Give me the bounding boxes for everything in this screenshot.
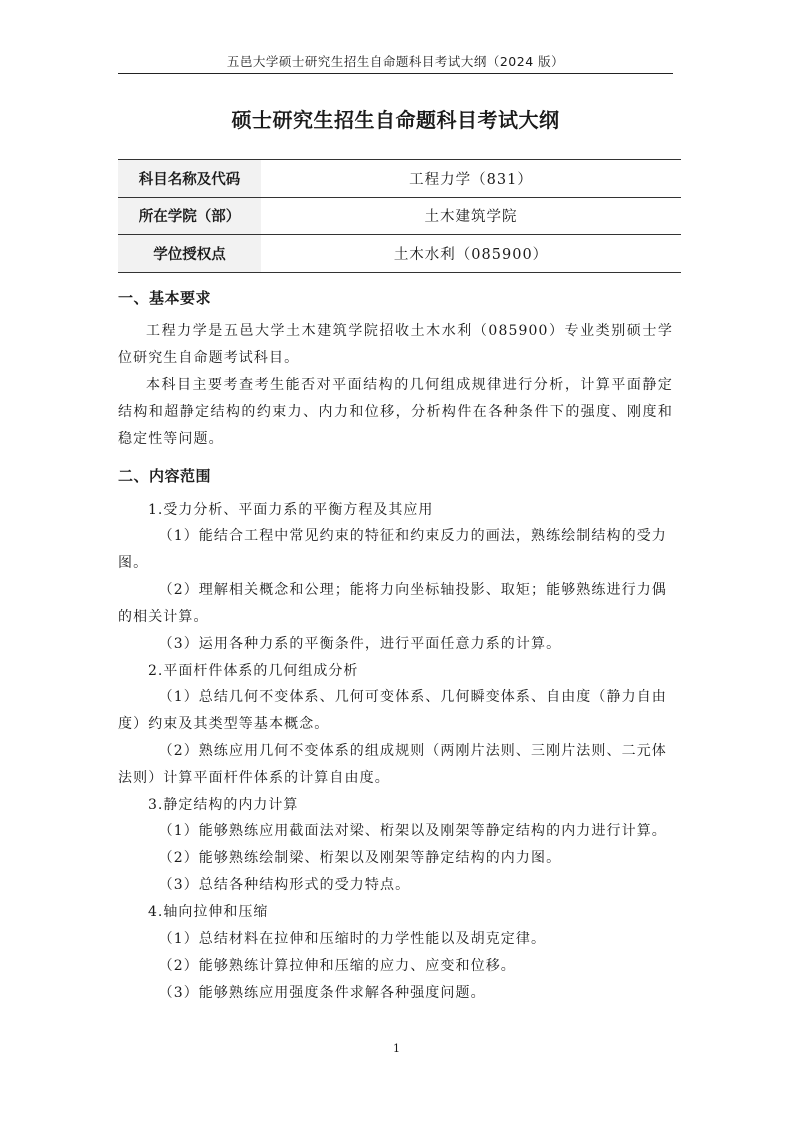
table-row — [118, 235, 681, 273]
paragraph: 本科目主要考查考生能否对平面结构的几何组成规律进行分析，计算平面静定结构和超静定结构的约束力、内力和位移，分析构件在各种条件下的强度、刚度和稳定性等问题。 — [118, 377, 673, 447]
table-row — [118, 197, 681, 235]
list-item: （1）能结合工程中常见约束的特征和约束反力的画法，熟练绘制结构的受力图。 — [118, 528, 667, 571]
running-header: 五邑大学硕士研究生招生自命题科目考试大纲（2024 版） — [226, 54, 565, 69]
page-number: 1 — [393, 1042, 400, 1055]
degree-point-label: 学位授权点 — [118, 235, 261, 273]
section-heading-basic-requirements: 一、基本要求 — [118, 289, 212, 307]
paragraph: 工程力学是五邑大学土木建筑学院招收土木水利（085900）专业类别硕士学位研究生自命题考试科目。 — [118, 323, 673, 366]
list-item: （2）理解相关概念和公理；能将力向坐标轴投影、取矩；能够熟练进行力偶的相关计算。 — [118, 582, 667, 625]
degree-point-value: 土木水利（085900） — [261, 235, 681, 273]
table-row — [118, 160, 681, 198]
topic-heading: 4.轴向拉伸和压缩 — [148, 904, 269, 920]
list-item: （3）能够熟练应用强度条件求解各种强度问题。 — [158, 985, 486, 1001]
list-item: （2）能够熟练计算拉伸和压缩的应力、应变和位移。 — [158, 958, 516, 974]
topic-heading: 2.平面杆件体系的几何组成分析 — [148, 663, 359, 679]
list-item: （2）能够熟练绘制梁、桁架以及刚架等静定结构的内力图。 — [158, 850, 562, 866]
subject-name-value: 工程力学（831） — [261, 160, 681, 198]
list-item: （2）熟练应用几何不变体系的组成规则（两刚片法则、三刚片法则、二元体法则）计算平面杆件体系的计算自由度。 — [118, 743, 667, 786]
document-title: 硕士研究生招生自命题科目考试大纲 — [231, 108, 560, 132]
list-item: （1）总结几何不变体系、几何可变体系、几何瞬变体系、自由度（静力自由度）约束及其类型等基本概念。 — [118, 689, 667, 732]
list-item: （1）总结材料在拉伸和压缩时的力学性能以及胡克定律。 — [158, 931, 547, 947]
list-item: （1）能够熟练应用截面法对梁、桁架以及刚架等静定结构的内力进行计算。 — [158, 823, 667, 839]
topic-heading: 1.受力分析、平面力系的平衡方程及其应用 — [148, 502, 434, 518]
topic-heading: 3.静定结构的内力计算 — [148, 797, 299, 813]
section-heading-content-scope: 二、内容范围 — [118, 467, 212, 485]
school-label: 所在学院（部） — [118, 197, 261, 235]
list-item: （3）总结各种结构形式的受力特点。 — [158, 877, 411, 893]
header-rule — [118, 73, 673, 74]
list-item: （3）运用各种力系的平衡条件，进行平面任意力系的计算。 — [158, 636, 562, 652]
school-value: 土木建筑学院 — [261, 197, 681, 235]
subject-name-label: 科目名称及代码 — [118, 160, 261, 198]
subject-info-table — [118, 159, 681, 273]
